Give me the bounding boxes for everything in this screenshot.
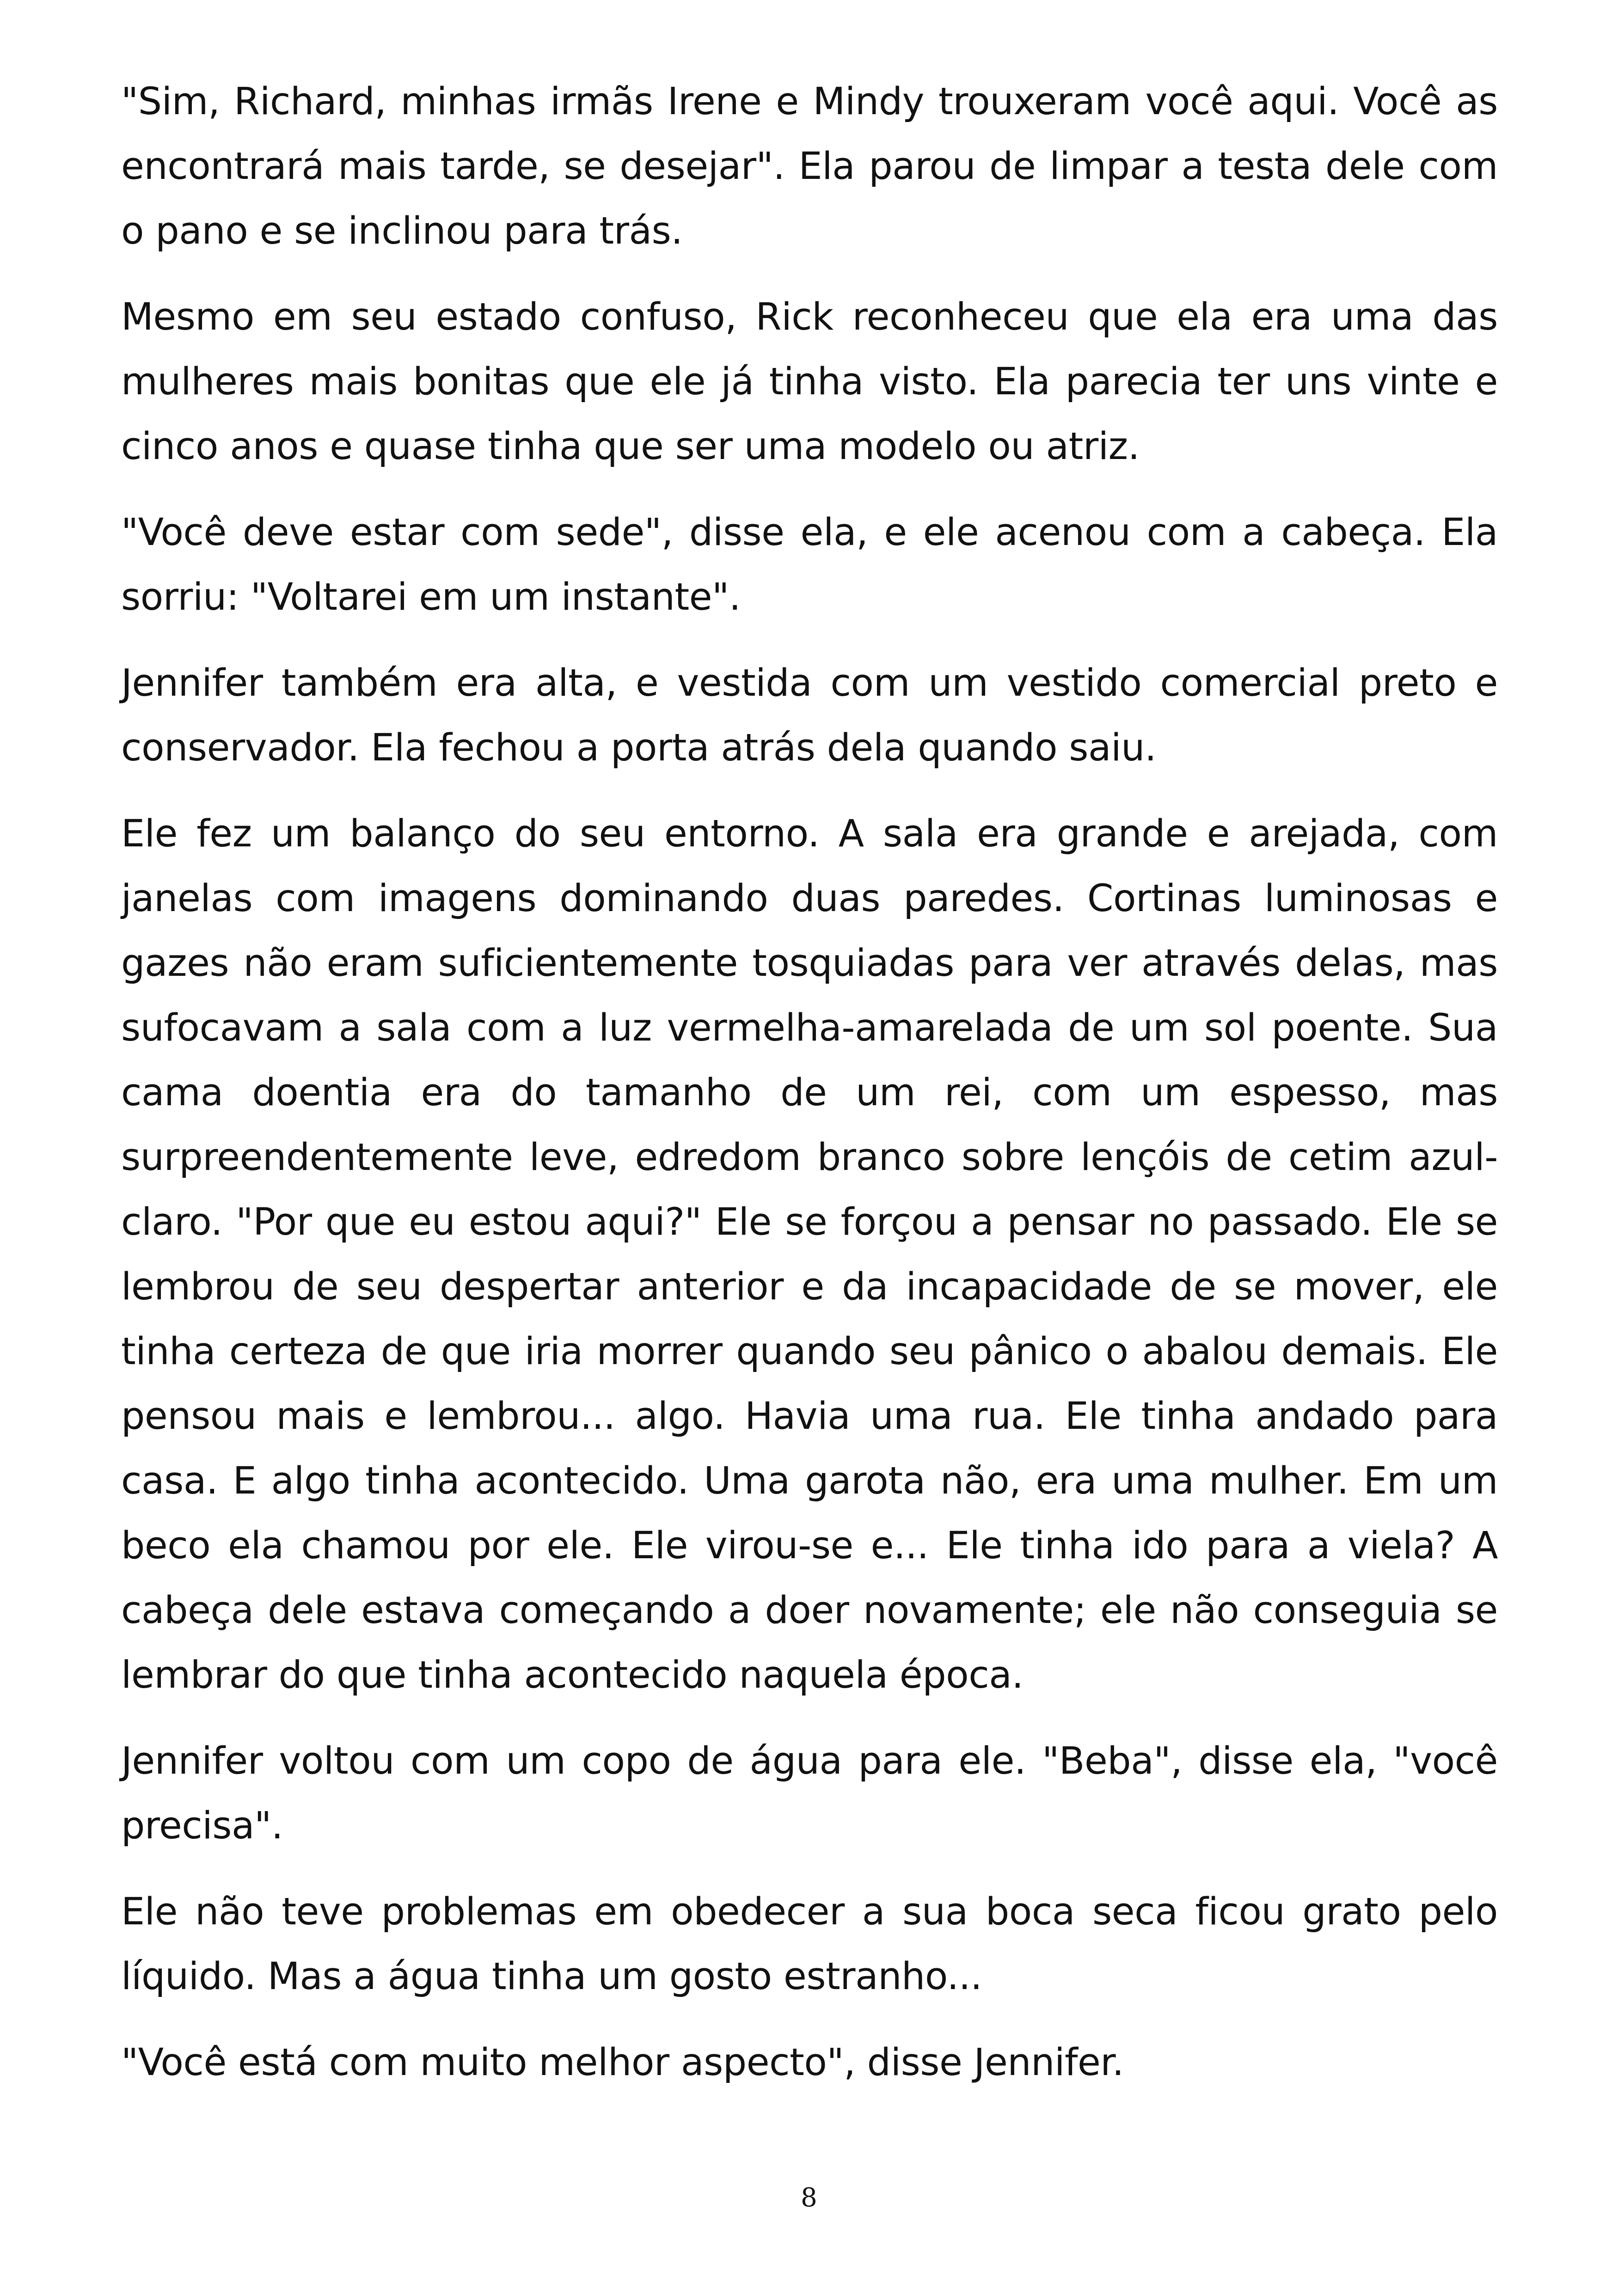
paragraph: "Você está com muito melhor aspecto", disse Jennifer.	[121, 2041, 1124, 2084]
paragraph: Ele fez um balanço do seu entorno. A sala era grande e arejada, com janelas com imagens dominando duas paredes. Cortinas luminosas e gazes não eram suficientemente tosquiadas para ver através delas, mas sufocavam a sala com a luz vermelha-amarelada de um sol poente. Sua cama doentia era do tamanho de um rei, com um espesso, mas surpreendentemente leve, edredom branco sobre lençóis de cetim azul-claro. "Por que eu estou aqui?" Ele se forçou a pensar no passado. Ele se lembrou de seu despertar anterior e da incapacidade de se mover, ele tinha certeza de que iria morrer quando seu pânico o abalou demais. Ele pensou mais e lembrou... algo. Havia uma rua. Ele tinha andado para casa. E algo tinha acontecido. Uma garota não, era uma mulher. Em um beco ela chamou por ele. Ele virou-se e... Ele tinha ido para a viela? A cabeça dele estava começando a doer novamente; ele não conseguia se lembrar do que tinha acontecido naquela época.	[121, 812, 1498, 1697]
page-number: 8	[801, 2183, 817, 2213]
body-text	[121, 69, 1498, 2116]
paragraph: "Você deve estar com sede", disse ela, e ele acenou com a cabeça. Ela sorriu: "Voltarei em um instante".	[121, 511, 1498, 619]
paragraph: Jennifer também era alta, e vestida com um vestido comercial preto e conservador. Ela fechou a porta atrás dela quando saiu.	[121, 661, 1498, 770]
paragraph: Ele não teve problemas em obedecer a sua boca seca ficou grato pelo líquido. Mas a água tinha um gosto estranho...	[121, 1890, 1498, 1998]
paragraph: "Sim, Richard, minhas irmãs Irene e Mindy trouxeram você aqui. Você as encontrará mais tarde, se desejar". Ela parou de limpar a testa dele com o pano e se inclinou para trás.	[121, 80, 1498, 253]
paragraph: Jennifer voltou com um copo de água para ele. "Beba", disse ela, "você precisa".	[121, 1739, 1498, 1848]
paragraph: Mesmo em seu estado confuso, Rick reconheceu que ela era uma das mulheres mais bonitas que ele já tinha visto. Ela parecia ter uns vinte e cinco anos e quase tinha que ser uma modelo ou atriz.	[121, 295, 1498, 468]
